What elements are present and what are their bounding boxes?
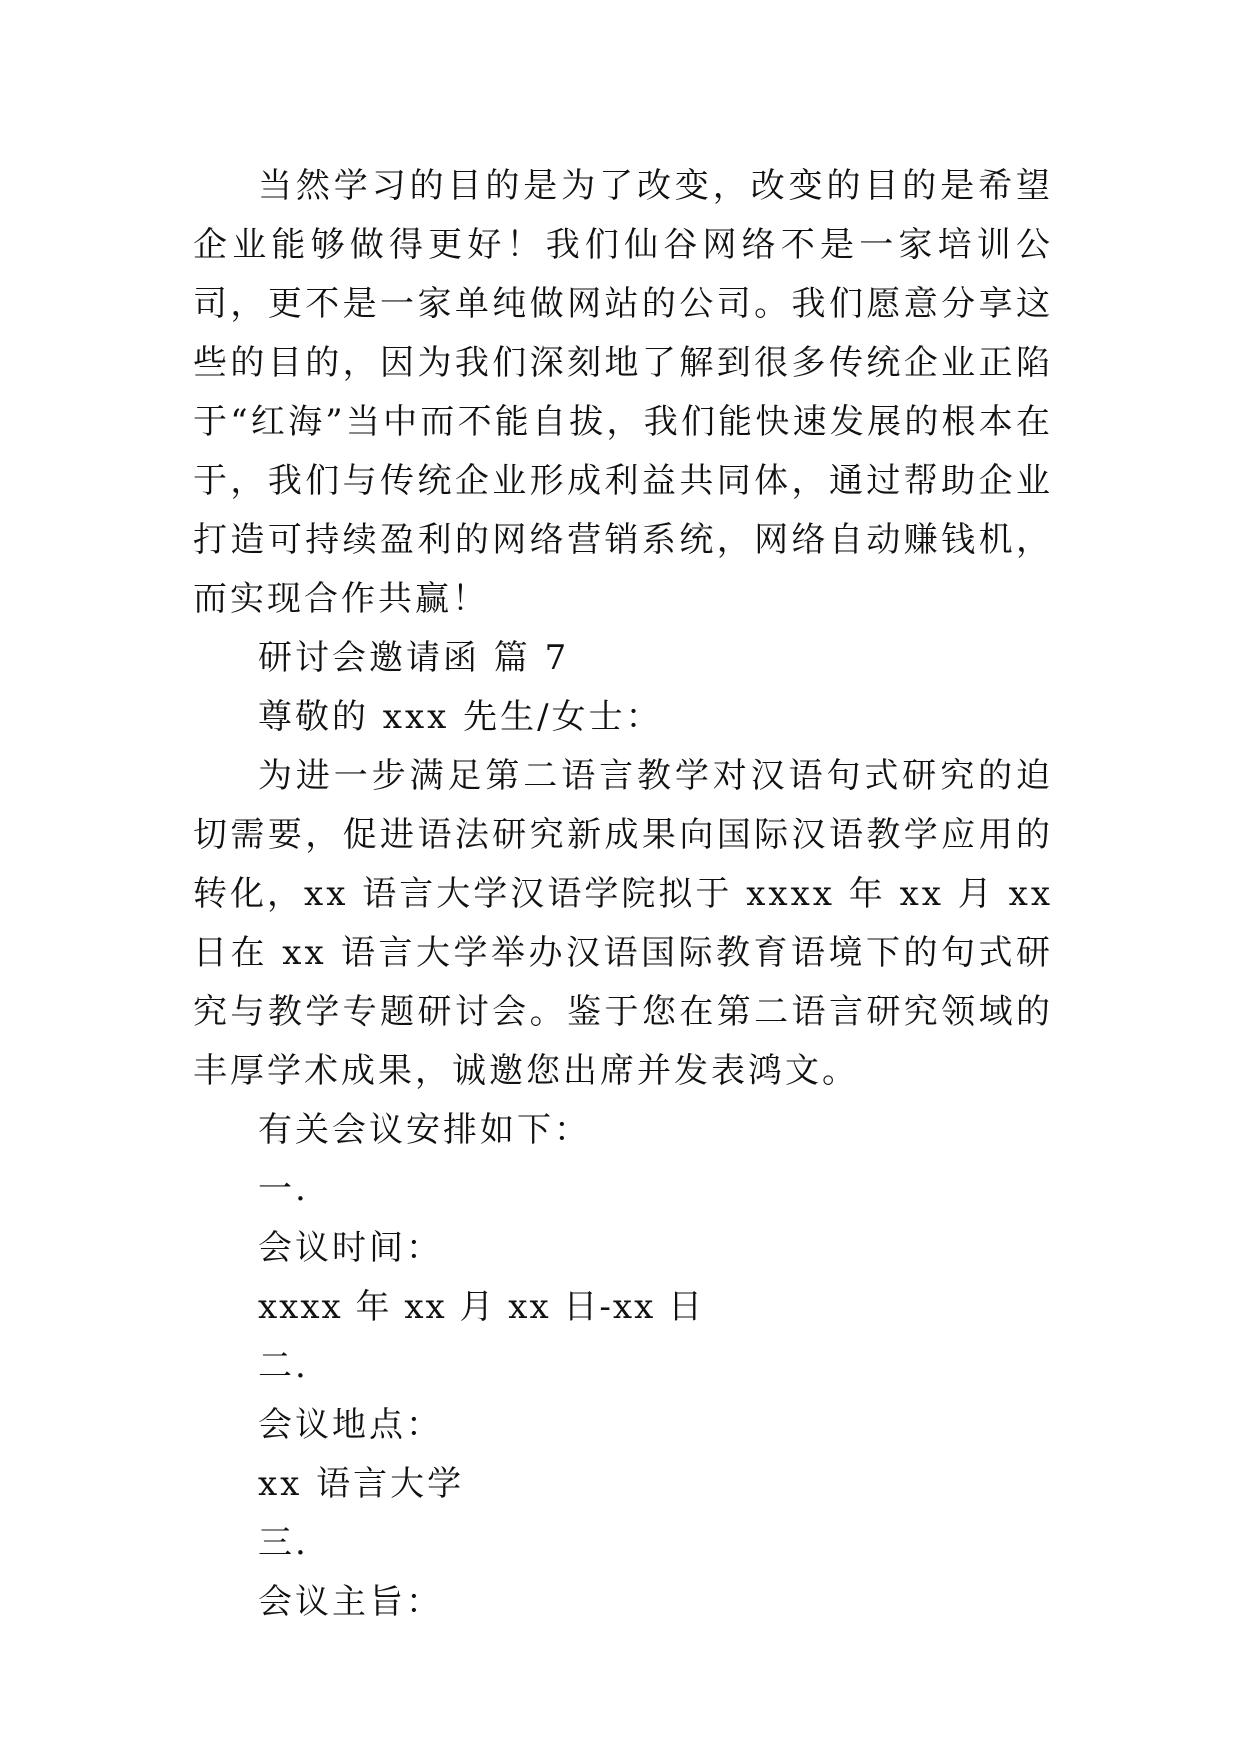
- intro-paragraph: 当然学习的目的是为了改变，改变的目的是希望企业能够做得更好！我们仙谷网络不是一家培训公司，更不是一家单纯做网站的公司。我们愿意分享这些的目的，因为我们深刻地了解到很多传统企业正陷于“红海”当中而不能自拔，我们能快速发展的根本在于，我们与传统企业形成利益共同体，通过帮助企业打造可持续盈利的网络营销系统，网络自动赚钱机，而实现合作共赢！: [193, 166, 1053, 619]
- section-number-1: 一.: [258, 1169, 309, 1209]
- meeting-location-value: xx 语言大学: [258, 1464, 465, 1504]
- meeting-time-label: 会议时间：: [258, 1228, 443, 1268]
- arrangement-heading: 有关会议安排如下：: [258, 1110, 591, 1150]
- meeting-theme-label: 会议主旨：: [258, 1582, 443, 1622]
- section-number-2: 二.: [258, 1346, 309, 1386]
- salutation: 尊敬的 xxx 先生/女士：: [258, 697, 663, 737]
- meeting-time-value: xxxx 年 xx 月 xx 日-xx 日: [258, 1287, 705, 1327]
- invitation-title: 研讨会邀请函 篇 7: [258, 638, 570, 678]
- document-body: [193, 157, 1053, 1632]
- meeting-location-label: 会议地点：: [258, 1405, 443, 1445]
- section-number-3: 三.: [258, 1523, 309, 1563]
- invitation-paragraph: 为进一步满足第二语言教学对汉语句式研究的迫切需要，促进语法研究新成果向国际汉语教学应用的转化，xx 语言大学汉语学院拟于 xxxx 年 xx 月 xx 日在 xx 语言大学举办汉语国际教育语境下的句式研究与教学专题研讨会。鉴于您在第二语言研究领域的丰厚学术成果，诚邀您出席并发表鸿文。: [193, 756, 1053, 1091]
